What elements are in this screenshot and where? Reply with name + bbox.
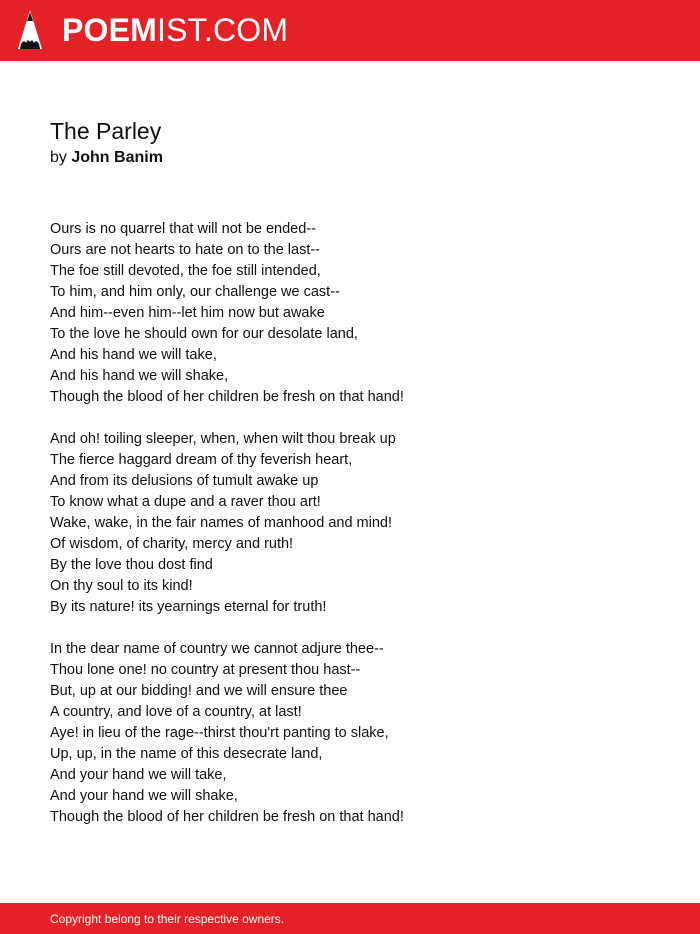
poem-line: But, up at our bidding! and we will ensure thee: [50, 683, 348, 699]
poem-line: Up, up, in the name of this desecrate land,: [50, 746, 323, 762]
poem-line: To the love he should own for our desolate land,: [50, 326, 358, 342]
brand-light-text: IST.COM: [157, 12, 289, 48]
poem-line: And your hand we will take,: [50, 767, 227, 783]
byline: [50, 148, 163, 168]
poem-line: Of wisdom, of charity, mercy and ruth!: [50, 536, 294, 552]
poem-line: And from its delusions of tumult awake up: [50, 473, 319, 489]
stanza-gap: [50, 618, 650, 639]
poem-line: And him--even him--let him now but awake: [50, 305, 325, 321]
poem-line: The foe still devoted, the foe still intended,: [50, 263, 321, 279]
poem-body: [50, 219, 650, 828]
poem-line: Though the blood of her children be fresh on that hand!: [50, 809, 404, 825]
poem-line: And his hand we will take,: [50, 347, 217, 363]
poem-line: And his hand we will shake,: [50, 368, 229, 384]
poem-line: And oh! toiling sleeper, when, when wilt thou break up: [50, 431, 396, 447]
poem-title: The Parley: [50, 118, 162, 144]
poem-line: And your hand we will shake,: [50, 788, 238, 804]
poem-line: By its nature! its yearnings eternal for truth!: [50, 599, 327, 615]
brand-name[interactable]: [62, 12, 288, 48]
poem-line: To him, and him only, our challenge we cast--: [50, 284, 340, 300]
poem-line: On thy soul to its kind!: [50, 578, 193, 594]
poem-line: Thou lone one! no country at present thou hast--: [50, 662, 361, 678]
by-label: by: [50, 149, 67, 166]
poem-line: The fierce haggard dream of thy feverish heart,: [50, 452, 353, 468]
poem-line: Ours is no quarrel that will not be ended--: [50, 221, 316, 237]
poem-line: To know what a dupe and a raver thou art!: [50, 494, 321, 510]
poem-line: Though the blood of her children be fresh on that hand!: [50, 389, 404, 405]
pencil-tip-logo-icon[interactable]: [17, 9, 43, 52]
brand-bold-text: POEM: [62, 12, 158, 48]
poem-line: Wake, wake, in the fair names of manhood and mind!: [50, 515, 393, 531]
site-header: [0, 0, 700, 61]
poem-line: In the dear name of country we cannot adjure thee--: [50, 641, 384, 657]
poem-line: By the love thou dost find: [50, 557, 213, 573]
site-footer: [0, 903, 700, 934]
copyright-text: Copyright belong to their respective owners.: [50, 912, 285, 926]
poem-line: A country, and love of a country, at last!: [50, 704, 302, 720]
poem-line: Aye! in lieu of the rage--thirst thou'rt panting to slake,: [50, 725, 389, 741]
author-name: John Banim: [71, 149, 163, 166]
poem-line: Ours are not hearts to hate on to the last--: [50, 242, 321, 258]
stanza-gap: [50, 408, 650, 429]
